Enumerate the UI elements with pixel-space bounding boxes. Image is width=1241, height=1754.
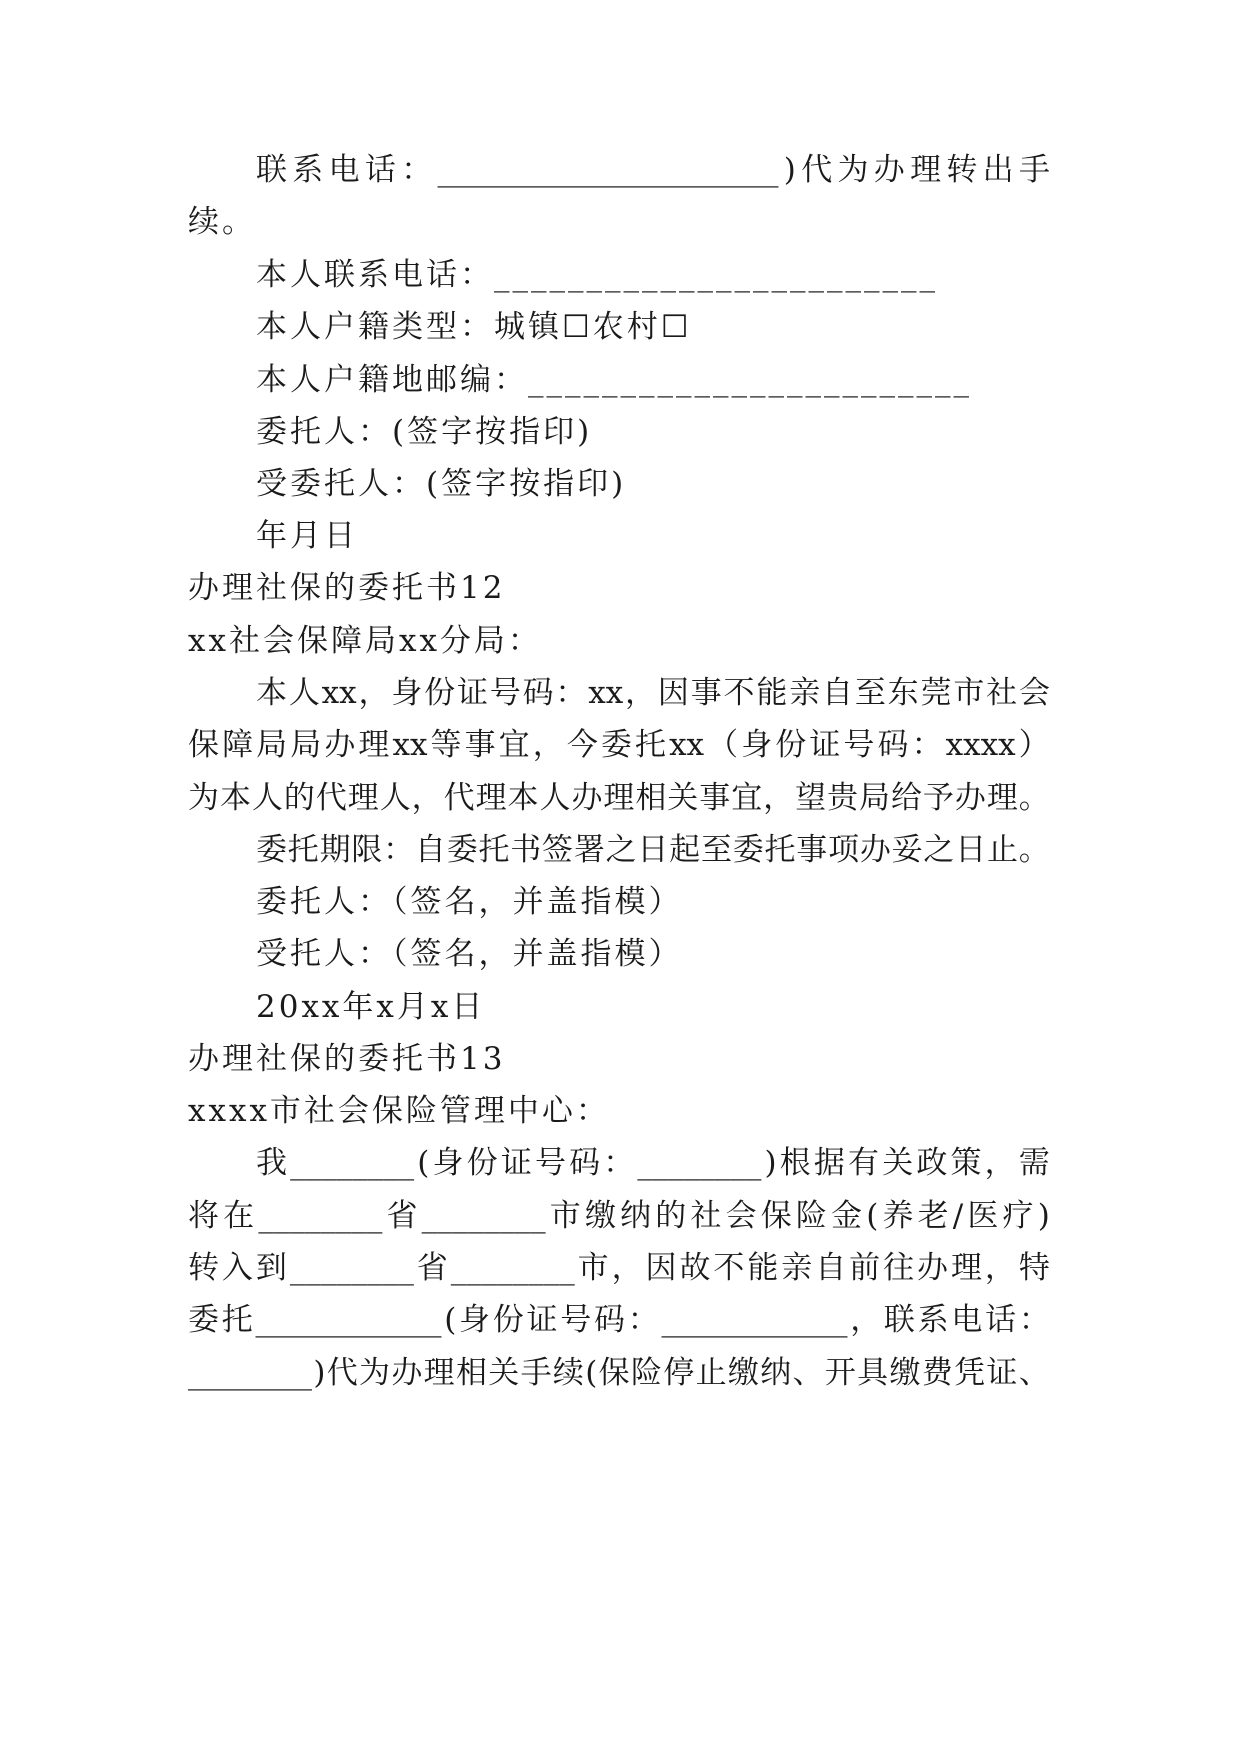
body-paragraph-line: 将 在 ________ 省 ________ 市 缴 纳 的 社 会 保 险 金 ( 养 老 / 医 疗 )	[188, 1198, 1050, 1234]
household-type-line: 本人户籍类型：城镇☐农村☐	[256, 309, 692, 345]
body-paragraph-line: 我 ________ ( 身 份 证 号 码 ： ________ ) 根 据 有 关 政 策 ， 需	[256, 1145, 1050, 1181]
body-paragraph-line: 委 托 ____________ ( 身 份 证 号 码 ： ____________ ， 联 系 电 话 ：	[188, 1302, 1050, 1338]
principal-signature-line: 委托人：(签字按指印)	[256, 414, 593, 450]
personal-phone-line: 本人联系电话：________________________	[256, 257, 938, 293]
body-paragraph-line: 转 入 到 ________ 省 ________ 市 ， 因 故 不 能 亲 自 前 往 办 理 ， 特	[188, 1250, 1050, 1286]
addressee-line: xx社会保障局xx分局：	[188, 623, 542, 659]
section-heading-12: 办理社保的委托书12	[188, 570, 506, 606]
body-paragraph-line: 为 本 人 的 代 理 人 ， 代 理 本 人 办 理 相 关 事 宜 ， 望 贵 局 给 予 办 理 。	[188, 780, 1050, 816]
postcode-line: 本人户籍地邮编：________________________	[256, 362, 972, 398]
phone-line: 联 系 电 话 ： ______________________ ) 代 为 办 理 转 出 手	[256, 152, 1050, 188]
section-heading-13: 办理社保的委托书13	[188, 1041, 506, 1077]
body-paragraph-line: 本 人 xx ， 身 份 证 号 码 ： xx ， 因 事 不 能 亲 自 至 东 莞 市 社 会	[256, 675, 1050, 711]
agent-signature-line: 受托人：（签名，并盖指模）	[256, 936, 683, 972]
addressee-line: xxxx市社会保险管理中心：	[188, 1093, 610, 1129]
body-paragraph-line: 保 障 局 局 办 理 xx 等 事 宜 ， 今 委 托 xx （ 身 份 证 号 码 ： xxxx ）	[188, 727, 1050, 763]
date-line: 20xx年x月x日	[256, 989, 486, 1025]
continuation-line: 续。	[188, 204, 256, 240]
principal-signature-line: 委托人：（签名，并盖指模）	[256, 884, 683, 920]
body-paragraph-line: ________ ) 代 为 办 理 相 关 手 续 ( 保 险 停 止 缴 纳 、 开 具 缴 费 凭 证 、	[188, 1355, 1050, 1391]
date-line: 年月日	[256, 518, 358, 554]
agent-signature-line: 受委托人：(签字按指印)	[256, 466, 627, 502]
delegation-period-line: 委 托 期 限 ： 自 委 托 书 签 署 之 日 起 至 委 托 事 项 办 妥 之 日 止 。	[256, 832, 1050, 868]
